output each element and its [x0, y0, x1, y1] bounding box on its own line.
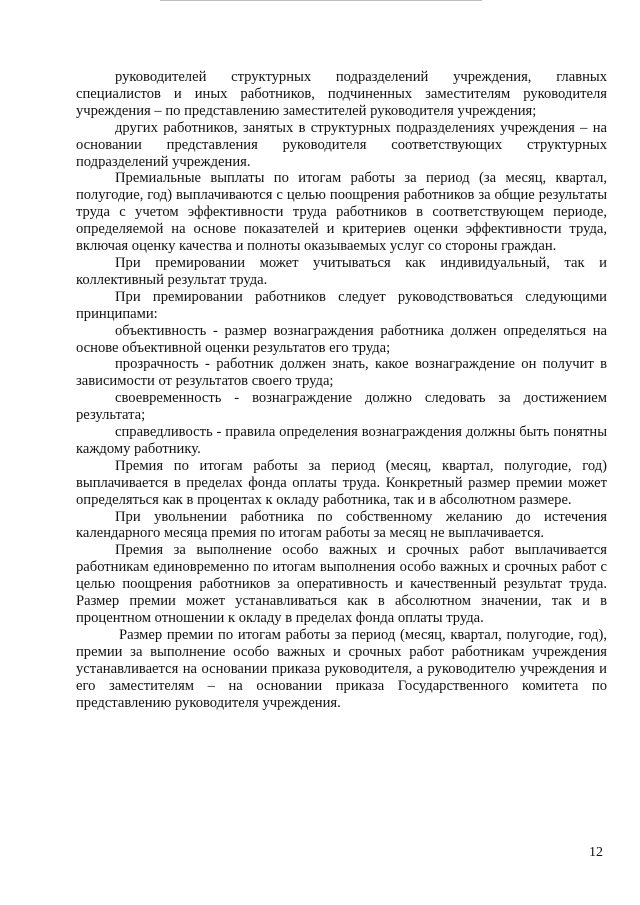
paragraph: При премировании работников следует руководствоваться следующими принципами: [76, 288, 607, 322]
scan-edge-line [160, 0, 482, 1]
paragraph: других работников, занятых в структурных подразделениях учреждения – на основании представления руководителя соответствующих структурных подразделений учреждения. [76, 119, 607, 170]
paragraph: Премия по итогам работы за период (месяц, квартал, полугодие, год) выплачивается в пределах фонда оплаты труда. Конкретный размер премии может определяться как в процентах к окладу работника, так и в абсолютном размере. [76, 457, 607, 508]
paragraph: руководителей структурных подразделений учреждения, главных специалистов и иных работников, подчиненных заместителям руководителя учреждения – по представлению заместителей руководителя учреждения; [76, 69, 607, 119]
paragraph: своевременность - вознаграждение должно следовать за достижением результата; [76, 390, 607, 424]
paragraph: Премия за выполнение особо важных и срочных работ выплачивается работникам единовременно по итогам выполнения особо важных и срочных работ с целью поощрения работников за оперативность и качественный результат труда. Размер премии может устанавливаться как в абсолютном значении, так и в процентном отношении к окладу в пределах фонда оплаты труда. [76, 542, 607, 626]
paragraph: При премировании может учитываться как индивидуальный, так и коллективный результат труда. [76, 254, 607, 288]
paragraph: справедливость - правила определения вознаграждения должны быть понятны каждому работнику. [76, 424, 607, 457]
paragraph: Премиальные выплаты по итогам работы за период (за месяц, квартал, полугодие, год) выплачиваются с целью поощрения работников за общие результаты труда с учетом эффективности труда работников в соответствующем периоде, определяемой на основе показателей и критериев оценки эффективности труда, включая оценку качества и полноты оказываемых услуг со стороны граждан. [76, 170, 607, 255]
paragraph: прозрачность - работник должен знать, какое вознаграждение он получит в зависимости от результатов своего труда; [76, 356, 607, 390]
page-number: 12 [589, 845, 603, 860]
paragraph: объективность - размер вознаграждения работника должен определяться на основе объективной оценки результатов его труда; [76, 322, 607, 356]
paragraph: При увольнении работника по собственному желанию до истечения календарного месяца премия по итогам работы за месяц не выплачивается. [76, 508, 607, 542]
paragraph: Размер премии по итогам работы за период (месяц, квартал, полугодие, год), премии за выполнение особо важных и срочных работ работникам учреждения устанавливается на основании приказа руководителя, а руководителю учреждения и его заместителям – на основании приказа Государственного комитета по представлению руководителя учреждения. [76, 626, 607, 711]
document-body [76, 69, 607, 711]
